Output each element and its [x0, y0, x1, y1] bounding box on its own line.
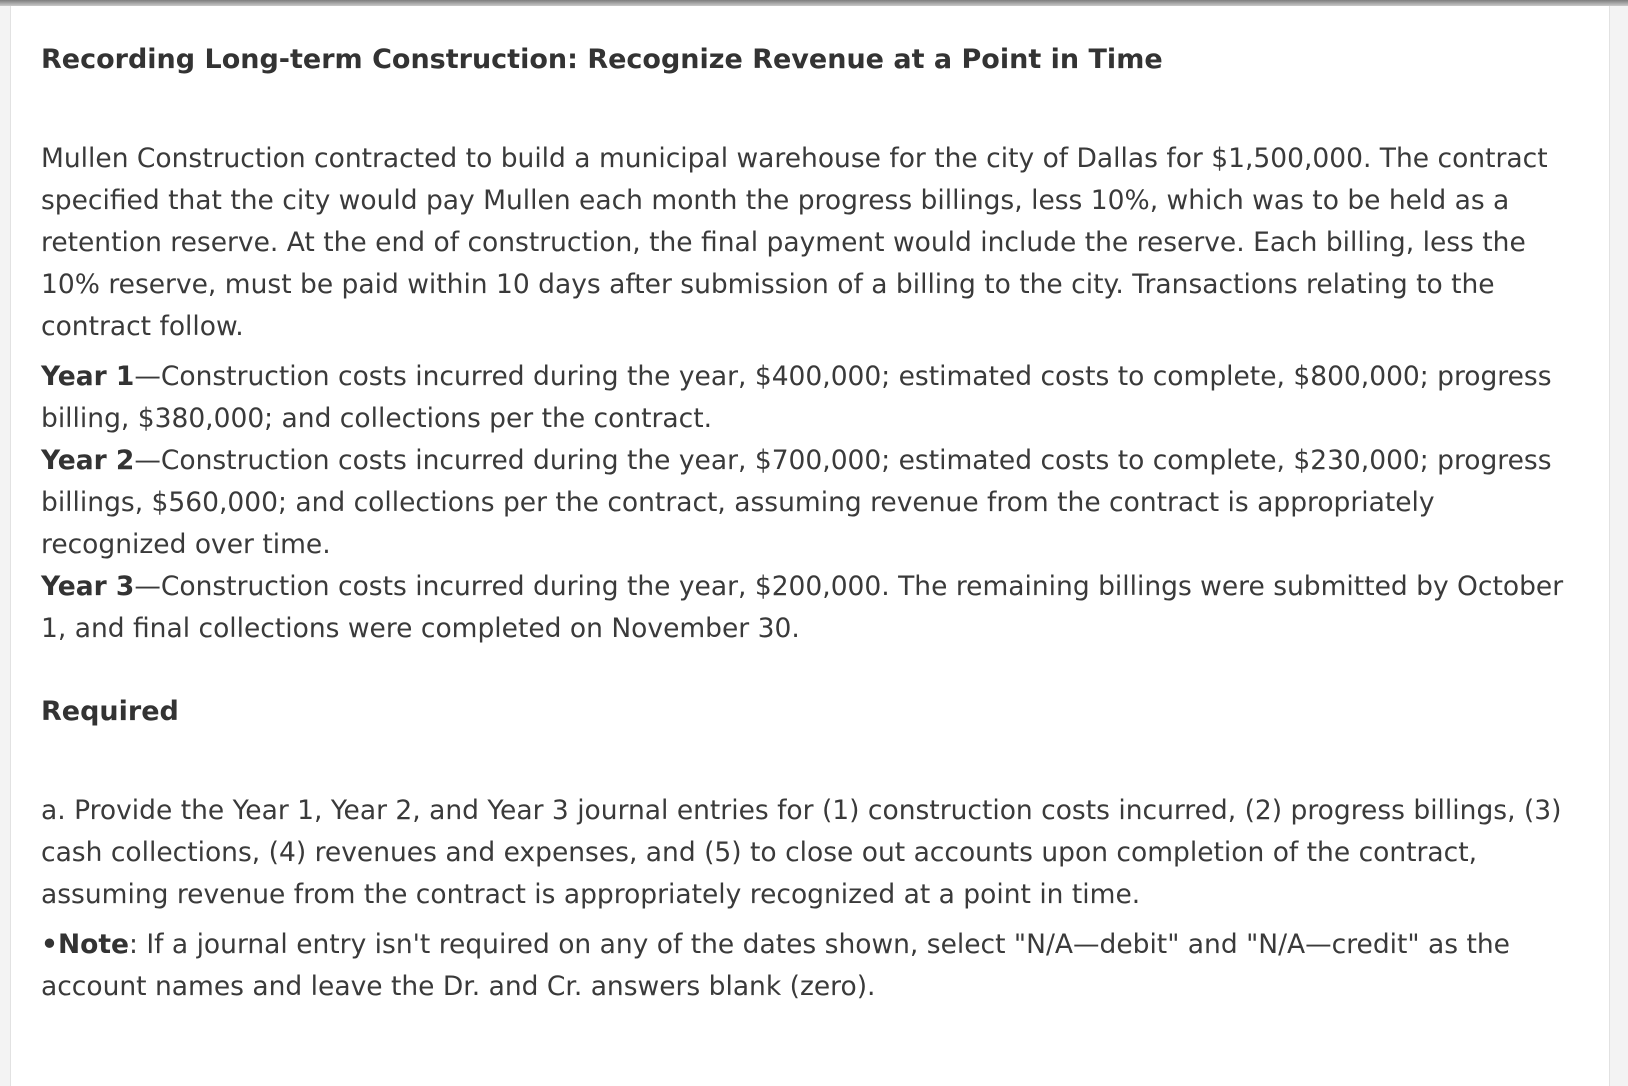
note-paragraph — [41, 924, 1586, 1008]
note-label: Note — [57, 929, 129, 960]
year-2-label: Year 2 — [41, 445, 135, 476]
year-1-text: —Construction costs incurred during the year, $400,000; estimated costs to complete, $800,000; progress billing, $380,000; and collections per the contract. — [41, 361, 1552, 434]
year-1-label: Year 1 — [41, 361, 135, 392]
problem-title: Recording Long-term Construction: Recognize Revenue at a Point in Time — [41, 44, 1163, 75]
year-3-label: Year 3 — [41, 571, 135, 602]
year-2-text: —Construction costs incurred during the year, $700,000; estimated costs to complete, $230,000; progress billings, $560,000; and collections per the contract, assuming revenue from the contract is appropriately recognized over time. — [41, 445, 1552, 560]
problem-card — [10, 6, 1610, 1086]
year-1-item — [41, 356, 1586, 440]
year-transactions — [41, 356, 1586, 650]
problem-intro: Mullen Construction contracted to build a municipal warehouse for the city of Dallas for $1,500,000. The contract specified that the city would pay Mullen each month the progress billings, less 10%, which was to be held as a retention reserve. At the end of construction, the final payment would include the reserve. Each billing, less the 10% reserve, must be paid within 10 days after submission of a billing to the city. Transactions relating to the contract follow. — [41, 143, 1548, 342]
year-2-item — [41, 440, 1586, 566]
note-bullet: • — [41, 929, 58, 960]
required-heading: Required — [41, 696, 179, 727]
requirement-a: a. Provide the Year 1, Year 2, and Year 3 journal entries for (1) construction costs incurred, (2) progress billings, (3) cash collections, (4) revenues and expenses, and (5) to close out accounts upon completion of the contract, assuming revenue from the contract is appropriately recognized at a point in time. — [41, 795, 1562, 910]
note-text: : If a journal entry isn't required on any of the dates shown, select "N/A—debit" and "N/A—credit" as the account names and leave the Dr. and Cr. answers blank (zero). — [41, 929, 1510, 1002]
year-3-text: —Construction costs incurred during the year, $200,000. The remaining billings were submitted by October 1, and final collections were completed on November 30. — [41, 571, 1564, 644]
year-3-item — [41, 566, 1586, 650]
